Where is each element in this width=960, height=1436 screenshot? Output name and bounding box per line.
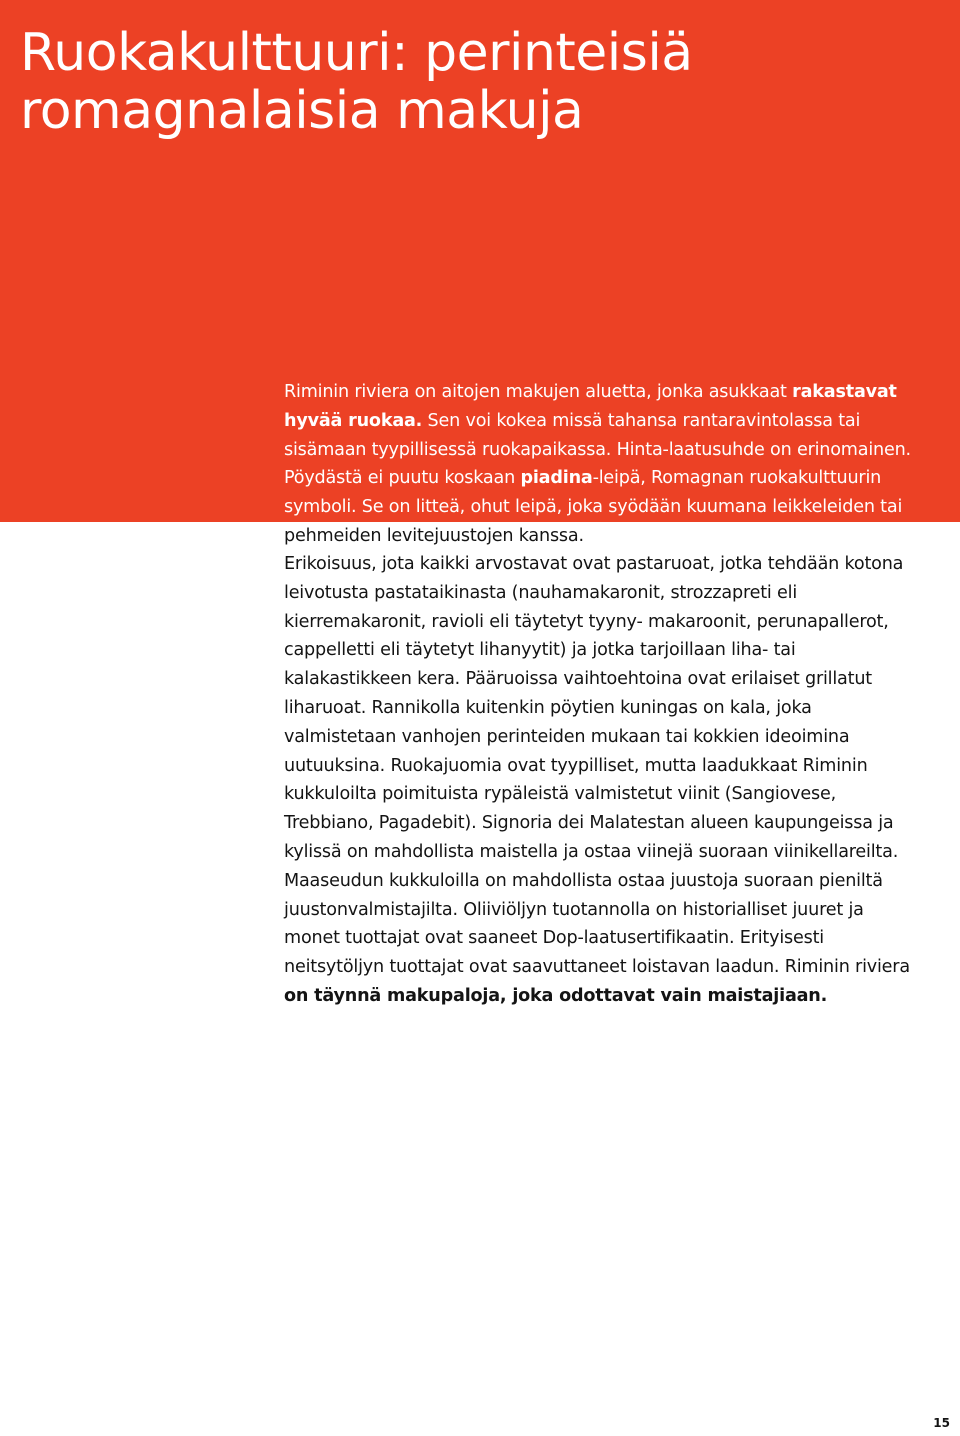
intro-line: pehmeiden levitejuustojen kanssa. xyxy=(284,525,584,546)
page-number: 15 xyxy=(933,1416,950,1430)
main-line: kukkuloilta poimituista rypäleistä valmistetut viinit (Sangiovese, xyxy=(284,784,836,805)
main-line: kalakastikkeen kera. Pääruoissa vaihtoehtoina ovat erilaiset grillatut xyxy=(284,669,872,690)
intro-bold-text: hyvää ruokaa. xyxy=(284,410,423,431)
main-line: valmistetaan vanhojen perinteiden mukaan tai kokkien ideoimina xyxy=(284,726,850,747)
intro-line xyxy=(284,378,944,407)
intro-text: Sen voi kokea missä tahansa rantaravintolassa tai xyxy=(422,410,861,431)
main-line: Maaseudun kukkuloilla on mahdollista ostaa juustoja suoraan pieniltä xyxy=(284,870,883,891)
main-closing-line: on täynnä makupaloja, joka odottavat vain maistajiaan. xyxy=(284,985,828,1006)
main-line: cappelletti eli täytetyt lihanyytit) ja jotka tarjoillaan liha- tai xyxy=(284,640,796,661)
intro-line xyxy=(284,464,944,493)
intro-line: sisämaan tyypillisessä ruokapaikassa. Hinta-laatusuhde on erinomainen. xyxy=(284,439,911,460)
main-line: Erikoisuus, jota kaikki arvostavat ovat pastaruoat, jotka tehdään kotona xyxy=(284,554,904,574)
intro-text: -leipä, Romagnan ruokakulttuurin xyxy=(592,468,882,489)
intro-text: Pöydästä ei puutu koskaan xyxy=(284,468,521,489)
title-line-1: Ruokakulttuuri: perinteisiä xyxy=(20,23,693,83)
main-line: liharuoat. Rannikolla kuitenkin pöytien kuningas on kala, joka xyxy=(284,697,812,718)
main-paragraph xyxy=(284,550,944,1011)
intro-bold-text: piadina xyxy=(520,468,593,489)
title-line-2: romagnalaisia makuja xyxy=(20,81,584,141)
main-line: uutuuksina. Ruokajuomia ovat tyypilliset, mutta laadukkaat Riminin xyxy=(284,755,868,776)
main-line: Trebbiano, Pagadebit). Signoria dei Malatestan alueen kaupungeissa ja xyxy=(284,813,894,834)
page-title xyxy=(20,24,920,140)
main-line: kylissä on mahdollista maistella ja ostaa viinejä suoraan viinikellareilta. xyxy=(284,841,899,862)
main-line: monet tuottajat ovat saaneet Dop-laatusertifikaatin. Erityisesti xyxy=(284,928,824,949)
intro-line xyxy=(284,407,944,436)
main-line: juustonvalmistajilta. Oliiviöljyn tuotannolla on historialliset juuret ja xyxy=(284,899,864,920)
intro-text: Riminin riviera on aitojen makujen aluetta, jonka asukkaat xyxy=(284,382,793,402)
intro-line: symboli. Se on litteä, ohut leipä, joka syödään kuumana leikkeleiden tai xyxy=(284,497,903,518)
main-line: leivotusta pastataikinasta (nauhamakaronit, strozzapreti eli xyxy=(284,582,798,603)
intro-bold-text: rakastavat xyxy=(792,382,897,402)
intro-paragraph xyxy=(284,378,944,551)
main-line: kierremakaronit, ravioli eli täytetyt tyyny- makaroonit, perunapallerot, xyxy=(284,611,889,632)
main-line: neitsytöljyn tuottajat ovat saavuttaneet loistavan laadun. Riminin riviera xyxy=(284,957,910,978)
